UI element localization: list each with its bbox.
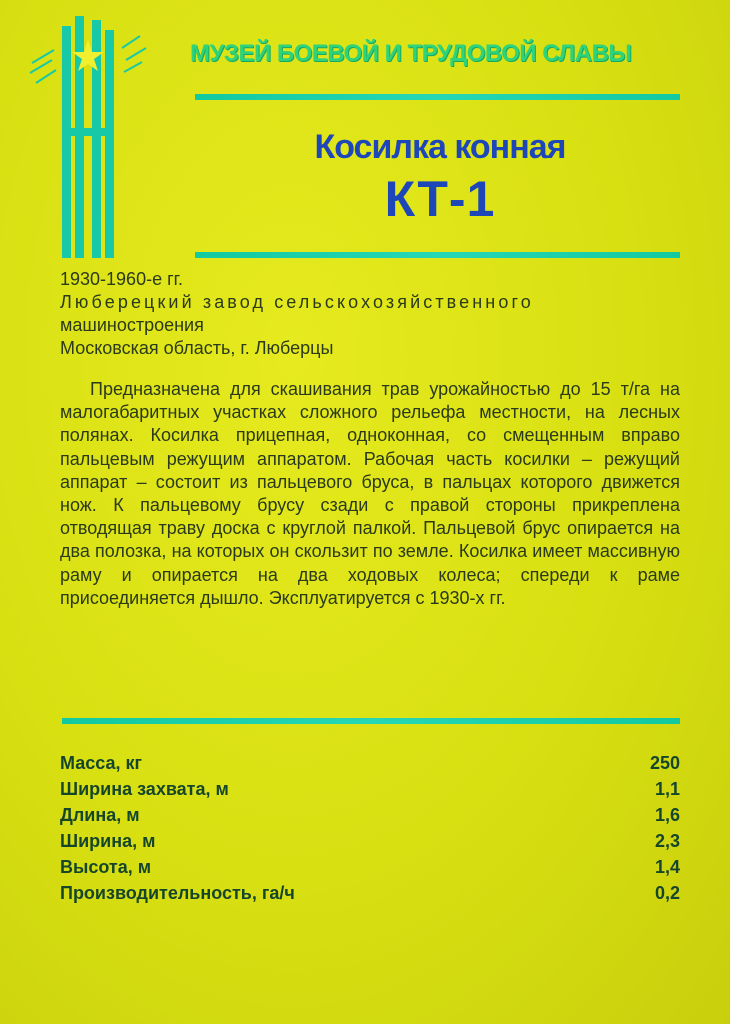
exhibit-title: Косилка конная	[314, 128, 566, 166]
exhibit-meta	[60, 268, 680, 360]
manufacturer: Люберецкий завод сельскохозяйственного	[60, 292, 534, 312]
spec-label: Высота, м	[60, 857, 152, 877]
spec-value: 0,2	[654, 883, 680, 903]
spec-value: 1,6	[654, 805, 680, 825]
spec-row	[60, 828, 680, 854]
title-divider	[195, 252, 680, 258]
spec-label: Ширина, м	[60, 831, 156, 851]
spec-value: 1,4	[654, 857, 680, 877]
exhibit-description: Предназначена для скашивания трав урожайностью до 15 т/га на малогабаритных участках сложного рельефа местности, на лесных полянах. Косилка прицепная, одноконная, со смещенным вправо пальцевым режущим аппаратом. Рабочая часть косилки – режущий аппарат – состоит из пальцевого бруса, в пальцах которого движется нож. К пальцевому брусу сзади с правой стороны прикреплена отводящая траву доска с круглой палкой. Пальцевой брус опирается на два полозка, на которых он скользит по земле. Косилка имеет массивную раму и опирается на два ходовых колеса; спереди к раме присоединяется дышло. Эксплуатируется с 1930-х гг.	[60, 379, 680, 608]
specs-divider	[62, 718, 680, 724]
spec-row	[60, 854, 680, 880]
specs-table	[60, 750, 680, 906]
spec-row	[60, 750, 680, 776]
spec-value: 2,3	[654, 831, 680, 851]
museum-emblem-icon	[22, 8, 152, 258]
spec-label: Длина, м	[60, 805, 140, 825]
spec-row	[60, 776, 680, 802]
spec-label: Производительность, га/ч	[60, 883, 295, 903]
top-divider	[195, 94, 680, 100]
museum-name: МУЗЕЙ БОЕВОЙ И ТРУДОВОЙ СЛАВЫ	[190, 40, 632, 67]
manufacturer-cont: машиностроения	[60, 315, 204, 335]
spec-value: 250	[649, 753, 680, 773]
production-years: 1930-1960-е гг.	[60, 269, 184, 289]
spec-row	[60, 880, 680, 906]
spec-value: 1,1	[654, 779, 680, 799]
spec-label: Масса, кг	[60, 753, 142, 773]
spec-label: Ширина захвата, м	[60, 779, 229, 799]
location: Московская область, г. Люберцы	[60, 338, 334, 358]
exhibit-model: КТ-1	[384, 171, 496, 227]
spec-row	[60, 802, 680, 828]
